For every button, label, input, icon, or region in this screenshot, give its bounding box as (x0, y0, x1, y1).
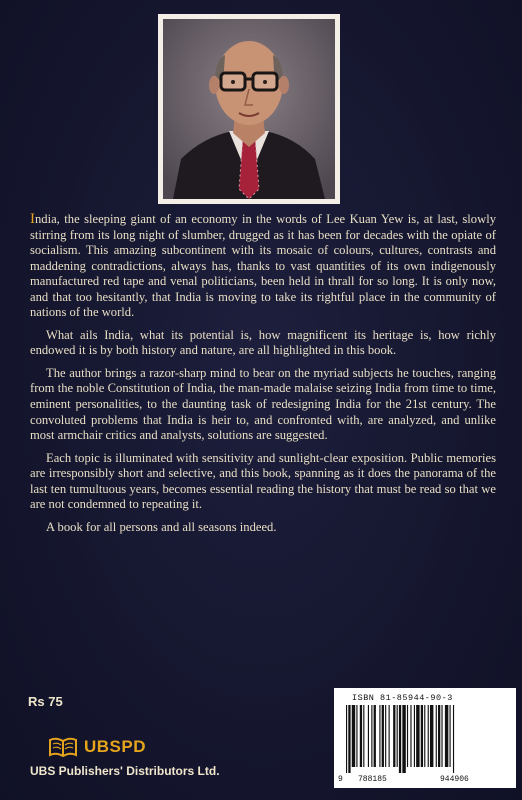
barcode-bar (453, 705, 454, 773)
publisher-name: UBS Publishers' Distributors Ltd. (30, 764, 220, 778)
barcode (344, 705, 506, 773)
barcode-bar (346, 705, 347, 773)
barcode-bar (393, 705, 395, 767)
barcode-bar (438, 705, 440, 767)
barcode-bar (389, 705, 390, 767)
barcode-bar (385, 705, 386, 767)
barcode-bar (407, 705, 408, 767)
barcode-bar (402, 705, 405, 773)
barcode-digits-group-2: 944906 (440, 775, 469, 784)
barcode-bar (416, 705, 419, 767)
barcode-bar (421, 705, 423, 767)
barcode-bar (414, 705, 415, 767)
blurb-paragraph-2: What ails India, what its potential is, how magnificent its heritage is, how richly endowed it is by both history and nature, are all highlighted in this book. (30, 327, 496, 358)
blurb-text (30, 212, 496, 542)
blurb-paragraph-1: India, the sleeping giant of an economy in the words of Lee Kuan Yew is, at last, slowly stirring from its long night of slumber, drugged as it has been for decades with the opiate of socialism. This amazing subcontinent with its mosaic of colours, cultures, contrasts and maddening contradictions, always has, thanks to vast quantities of its own indigenously manufactured red tape and venal politicians, been held in thrall for so long. It is only now, and that too hesitantly, that India is moving to take its rightful place in the community of nations of the world. (30, 211, 496, 320)
barcode-bar (356, 705, 357, 767)
barcode-bar (436, 705, 437, 767)
publisher-logo-text: UBSPD (84, 737, 147, 756)
drop-cap: I (30, 211, 35, 227)
barcode-bar (410, 705, 411, 767)
barcode-bar (348, 705, 350, 773)
barcode-bar (379, 705, 380, 767)
barcode-bar (430, 705, 433, 767)
isbn-label: ISBN 81-85944-90-3 (352, 693, 453, 703)
barcode-bar (397, 705, 398, 767)
barcode-bar (382, 705, 384, 767)
blurb-paragraph-3: The author brings a razor-sharp mind to bear on the myriad subjects he touches, ranging from the noble Constitution of India, the man-made malaise seizing India from time to time, eminent personalities, to the daunting task of redesigning India for the 21st century. The convoluted problems that India is heir to, and confronted with, are analyzed, and unlike most armchair critics and analysts, solutions are suggested. (30, 365, 496, 443)
barcode-bar (363, 705, 364, 767)
barcode-digits-group-1: 788185 (358, 775, 387, 784)
barcode-bar (445, 705, 448, 767)
barcode-bar (368, 705, 369, 767)
author-portrait-photo (163, 19, 335, 199)
barcode-bar (374, 705, 376, 767)
barcode-digit-lead: 9 (338, 775, 343, 784)
barcode-bar (441, 705, 442, 767)
barcode-bar (360, 705, 362, 767)
barcode-bar (428, 705, 429, 767)
publisher-logo (48, 736, 146, 758)
barcode-bar (371, 705, 372, 767)
barcode-bar (450, 705, 451, 767)
barcode-bar (424, 705, 425, 767)
blurb-paragraph-4: Each topic is illuminated with sensitivity and sunlight-clear exposition. Public memories are irresponsibly short and selective, and this book, spanning as it does the panorama of the last ten tumultuous years, becomes essential reading the history that must be read so that we are not condemned to repeating it. (30, 450, 496, 512)
barcode-bar (352, 705, 355, 767)
barcode-bar (399, 705, 401, 773)
price-label: Rs 75 (28, 694, 63, 709)
author-photo-frame (158, 14, 340, 204)
barcode-box (334, 688, 516, 788)
blurb-paragraph-5: A book for all persons and all seasons indeed. (46, 519, 277, 534)
open-book-logo-icon (48, 736, 78, 758)
